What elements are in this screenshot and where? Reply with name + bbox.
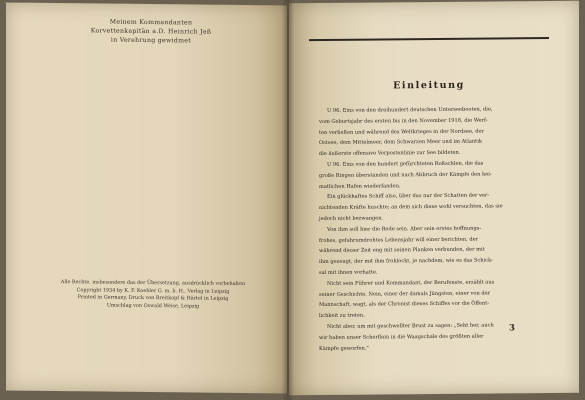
text-line: lichkeit zu treten.	[319, 312, 365, 320]
text-line: Ostsee, dem Mittelmeer, dem Schwarzen Meer und im Atlantik	[319, 138, 482, 147]
text-line: während dieser Zeit eng mit seinen Planken verbunden, der mit	[319, 246, 485, 255]
page-number: 3	[509, 323, 515, 334]
text-line: U 96. Eins von den dreihundert deutschen Unterseebooten, die,	[327, 106, 493, 114]
text-line: frohes, gefahrumdrohtes Lebensjahr will einer berichten, der	[319, 236, 479, 244]
left-page	[6, 3, 287, 394]
copyright-line: Copyright 1934 by K. F. Koehler G. m. b. H., Verlag in Leipzig	[76, 286, 230, 295]
text-line: vom Geburtsjahr des ersten bis in den November 1918, die Werf-	[319, 117, 488, 125]
text-line: matlichen Hafen wiederfanden.	[319, 182, 401, 190]
copyright-line: Printed in Germany. Druck von Breitkopf & Härtel in Leipzig	[77, 294, 229, 303]
header-rule	[309, 37, 549, 41]
text-line: Ein glückhaftes Schiff also, über das nur der Schatten der ver-	[327, 192, 490, 201]
text-line: sal mit ihnen vorhatte.	[319, 269, 378, 276]
text-line: nichtenden Kräfte huschte; an dem sich diese wohl versuchten, das sie	[319, 203, 503, 212]
dedication	[76, 17, 226, 46]
dedication-line: Meinem Kommandanten	[109, 18, 193, 27]
text-line: wir haben unser Scherflein in die Waagschale des größten aller	[319, 333, 484, 341]
copyright-line: Umschlag von Oswald Weise, Leipzig	[106, 302, 200, 310]
copyright-notice	[58, 279, 248, 311]
text-line: Nicht sein Führer und Kommandant, der Berufenste, erzählt aus	[327, 279, 495, 287]
copyright-line: Alle Rechte, insbesondere das der Übersetzung, ausdrücklich vorbehalten	[60, 279, 246, 288]
right-page	[289, 1, 579, 396]
text-line: große Ringen überstanden und nach Abbruch der Kämpfe den hei-	[319, 171, 492, 179]
text-line: U 96. Eins von den hundert gefürchteten Roßschlen, die das	[327, 160, 484, 168]
text-line: Von ihm soll hier die Rede sein. Aber sein erstes hoffnungs-	[327, 225, 482, 233]
text-line: die äußerste offensive Vorpostenlinie zur See bildeten.	[319, 149, 461, 158]
text-line: ten verließen und während des Weltkrieges in der Nordsee, der	[319, 128, 484, 136]
text-line: Kämpfe geworfen."	[319, 345, 369, 352]
text-line: Nicht aber, um mit geschwellter Brust zu sagen: „Seht her, auch	[327, 322, 494, 330]
book-gutter	[282, 0, 294, 400]
text-line: Mannschaft, wagt, als der Chronist dieses Schiffes vor die Öffent-	[319, 300, 490, 309]
text-line: seiner Geschichte. Nein, einer der damals Jüngsten, einer von der	[319, 290, 491, 298]
text-line: jedoch nicht bezwangen.	[319, 215, 384, 222]
dedication-line: Korvettenkapitän a.D. Heinrich Jeß	[90, 27, 212, 36]
body-text	[319, 104, 543, 354]
chapter-title: Einleitung	[393, 79, 465, 92]
text-line: ihm gezeugt, der mit ihm frohlockt, je nachdem, wie es das Schick-	[319, 257, 493, 266]
dedication-line: in Verehrung gewidmet	[110, 36, 192, 45]
